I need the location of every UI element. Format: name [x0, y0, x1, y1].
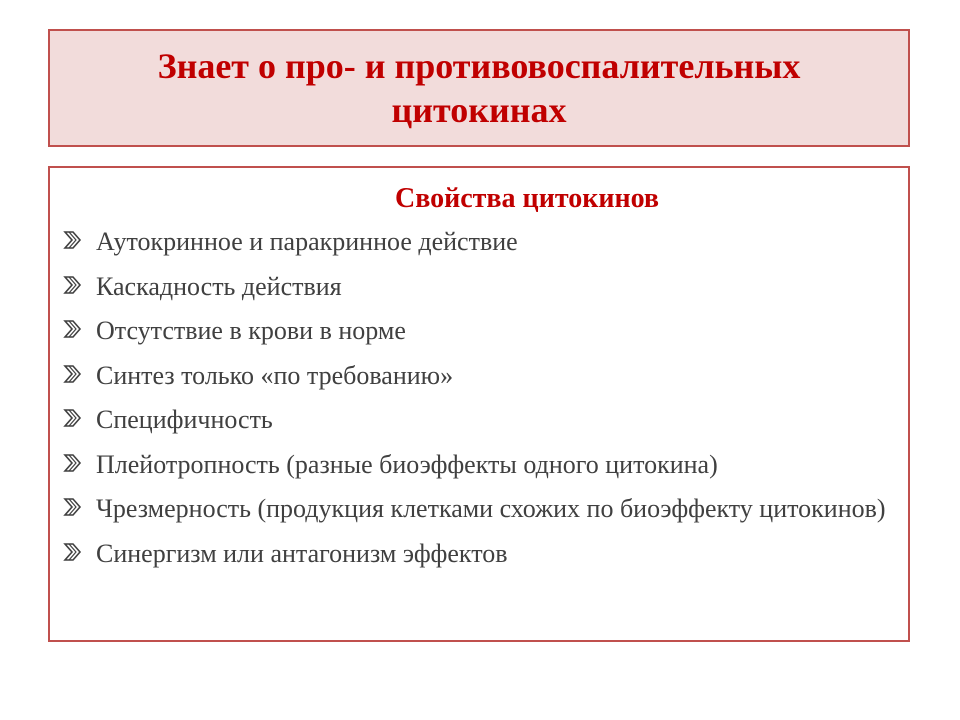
list-item: [62, 493, 907, 525]
slide-title-line-2: цитокинах: [391, 90, 567, 130]
list-item: [62, 226, 907, 258]
arrow-bullet-icon: [62, 539, 84, 565]
list-item-text: Специфичность: [96, 405, 273, 434]
list-item: [62, 360, 907, 392]
arrow-bullet-icon: [62, 316, 84, 342]
arrow-bullet-icon: [62, 450, 84, 476]
arrow-bullet-icon: [62, 272, 84, 298]
list-item-text: Синергизм или антагонизм эффектов: [96, 538, 508, 568]
section-subtitle: Свойства цитокинов: [394, 183, 660, 214]
arrow-bullet-icon: [62, 361, 84, 387]
arrow-bullet-icon: [62, 494, 84, 520]
list-item-text: Чрезмерность (продукция клетками схожих по биоэффекту цитокинов): [96, 494, 886, 523]
list-item: [62, 404, 907, 436]
content-box: [48, 166, 910, 642]
list-item-text: Синтез только «по требованию»: [96, 360, 454, 390]
list-item-text: Аутокринное и паракринное действие: [96, 227, 518, 256]
list-item: [62, 271, 907, 303]
list-item-text: Плейотропность (разные биоэффекты одного цитокина): [96, 449, 718, 479]
list-item: [62, 449, 907, 481]
slide-title-line-1: Знает о про- и противовоспалительных: [157, 46, 801, 86]
list-item-text: Отсутствие в крови в норме: [96, 316, 406, 345]
list-item: [62, 315, 907, 347]
list-item-text: Каскадность действия: [96, 271, 342, 301]
arrow-bullet-icon: [62, 227, 84, 253]
list-item: [62, 538, 907, 570]
arrow-bullet-icon: [62, 405, 84, 431]
slide-title-box: [48, 29, 910, 147]
properties-list: [62, 226, 907, 582]
